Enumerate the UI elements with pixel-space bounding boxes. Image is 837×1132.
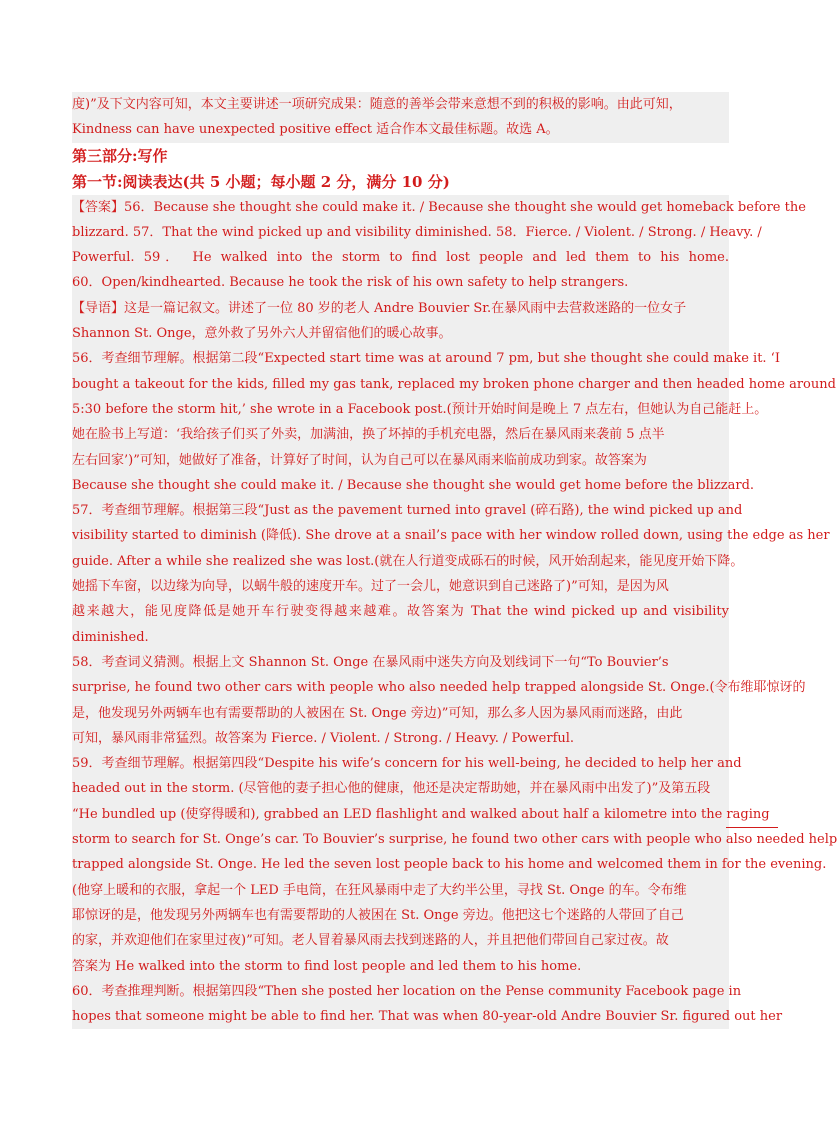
explanation-line: 的家，并欢迎他们在家里过夜)”可知。老人冒着暴风雨去找到迷路的人，并且把他们带回自己家过夜。故 [72, 928, 729, 953]
answer-line: 60．Open/kindhearted. Because he took the risk of his own safety to help strangers. [72, 270, 729, 295]
explanation-line: diminished. [72, 625, 729, 650]
explanation-text: “He bundled up (使穿得暖和), grabbed an LED flashlight and walked about half a kilometre into the [72, 806, 723, 822]
answer-line: Powerful. 59． He walked into the storm to find lost people and led them to his home. [72, 245, 729, 270]
explanation-line: 58．考查词义猜测。根据上文 Shannon St. Onge 在暴风雨中迷失方向及划线词下一句“To Bouvier’s [72, 650, 729, 675]
guide-line: 【导语】这是一篇记叙文。讲述了一位 80 岁的老人 Andre Bouvier Sr.在暴风雨中去营救迷路的一位女子 [72, 296, 729, 321]
subsection-heading: 第一节:阅读表达(共 5 小题；每小题 2 分，满分 10 分) [72, 172, 450, 191]
explanation-line: 56．考查细节理解。根据第二段“Expected start time was at around 7 pm, but she thought she could make it. ‘I [72, 346, 729, 371]
answer-line: blizzard. 57．That the wind picked up and visibility diminished. 58．Fierce. / Violent. / Strong. / Heavy. / [72, 220, 729, 245]
explanation-line: guide. After a while she realized she was lost.(就在人行道变成砾石的时候，风开始刮起来，能见度开始下降。 [72, 549, 729, 574]
underlined-word: raging [726, 802, 777, 828]
explanation-line: 她摇下车窗，以边缘为向导，以蜗牛般的速度开车。过了一会儿，她意识到自己迷路了)”可知，是因为风 [72, 574, 729, 599]
explanation-line: 60．考查推理判断。根据第四段“Then she posted her location on the Pense community Facebook page in [72, 979, 729, 1004]
text-line: Kindness can have unexpected positive effect 适合作本文最佳标题。故选 A。 [72, 117, 729, 142]
explanation-line: Because she thought she could make it. / Because she thought she would get home before the blizzard. [72, 473, 729, 498]
explanation-line: visibility started to diminish (降低). She drove at a snail’s pace with her window rolled down, using the edge as her [72, 523, 729, 548]
explanation-line: storm to search for St. Onge’s car. To Bouvier’s surprise, he found two other cars with people who also needed help [72, 827, 729, 852]
explanation-line-with-underline [72, 802, 770, 827]
text-line: 度)”及下文内容可知，本文主要讲述一项研究成果：随意的善举会带来意想不到的积极的影响。由此可知， [72, 92, 729, 117]
explanation-line: 5:30 before the storm hit,’ she wrote in a Facebook post.(预计开始时间是晚上 7 点左右，但她认为自己能赶上。 [72, 397, 729, 422]
document-page [72, 92, 837, 1029]
explanation-line: hopes that someone might be able to find her. That was when 80-year-old Andre Bouvier Sr. figured out her [72, 1004, 729, 1029]
explanation-line: surprise, he found two other cars with people who also needed help trapped alongside St. Onge.(令布维耶惊讶的 [72, 675, 729, 700]
explanation-line: 59．考查细节理解。根据第四段“Despite his wife’s concern for his well-being, he decided to help her and [72, 751, 729, 776]
explanation-line: 左右回家’)”可知，她做好了准备，计算好了时间，认为自己可以在暴风雨来临前成功到家。故答案为 [72, 448, 729, 473]
explanation-line: 可知，暴风雨非常猛烈。故答案为 Fierce. / Violent. / Strong. / Heavy. / Powerful. [72, 726, 729, 751]
explanation-line: 她在脸书上写道：‘我给孩子们买了外卖，加满油，换了坏掉的手机充电器，然后在暴风雨来袭前 5 点半 [72, 422, 729, 447]
explanation-line: bought a takeout for the kids, filled my gas tank, replaced my broken phone charger and then headed home around [72, 372, 729, 397]
explanation-line: trapped alongside St. Onge. He led the seven lost people back to his home and welcomed them in for the evening. [72, 852, 729, 877]
explanation-line: (他穿上暖和的衣服，拿起一个 LED 手电筒，在狂风暴雨中走了大约半公里，寻找 St. Onge 的车。令布维 [72, 878, 729, 903]
explanation-line: headed out in the storm. (尽管他的妻子担心他的健康，他还是决定帮助她，并在暴风雨中出发了)”及第五段 [72, 776, 729, 801]
explanation-line: 答案为 He walked into the storm to find lost people and led them to his home. [72, 954, 729, 979]
guide-line: Shannon St. Onge，意外救了另外六人并留宿他们的暖心故事。 [72, 321, 729, 346]
answer-line: 【答案】56．Because she thought she could make it. / Because she thought she would get homeback before the [72, 195, 729, 220]
explanation-line: 越来越大，能见度降低是她开车行驶变得越来越难。故答案为 That the wind picked up and visibility [72, 599, 729, 624]
explanation-line: 57．考查细节理解。根据第三段“Just as the pavement turned into gravel (碎石路), the wind picked up and [72, 498, 729, 523]
section-heading: 第三部分:写作 [72, 146, 168, 165]
explanation-line: 是，他发现另外两辆车也有需要帮助的人被困在 St. Onge 旁边)”可知，那么多人因为暴风雨而迷路，由此 [72, 701, 729, 726]
explanation-line: 耶惊讶的是，他发现另外两辆车也有需要帮助的人被困在 St. Onge 旁边。他把这七个迷路的人带回了自己 [72, 903, 729, 928]
